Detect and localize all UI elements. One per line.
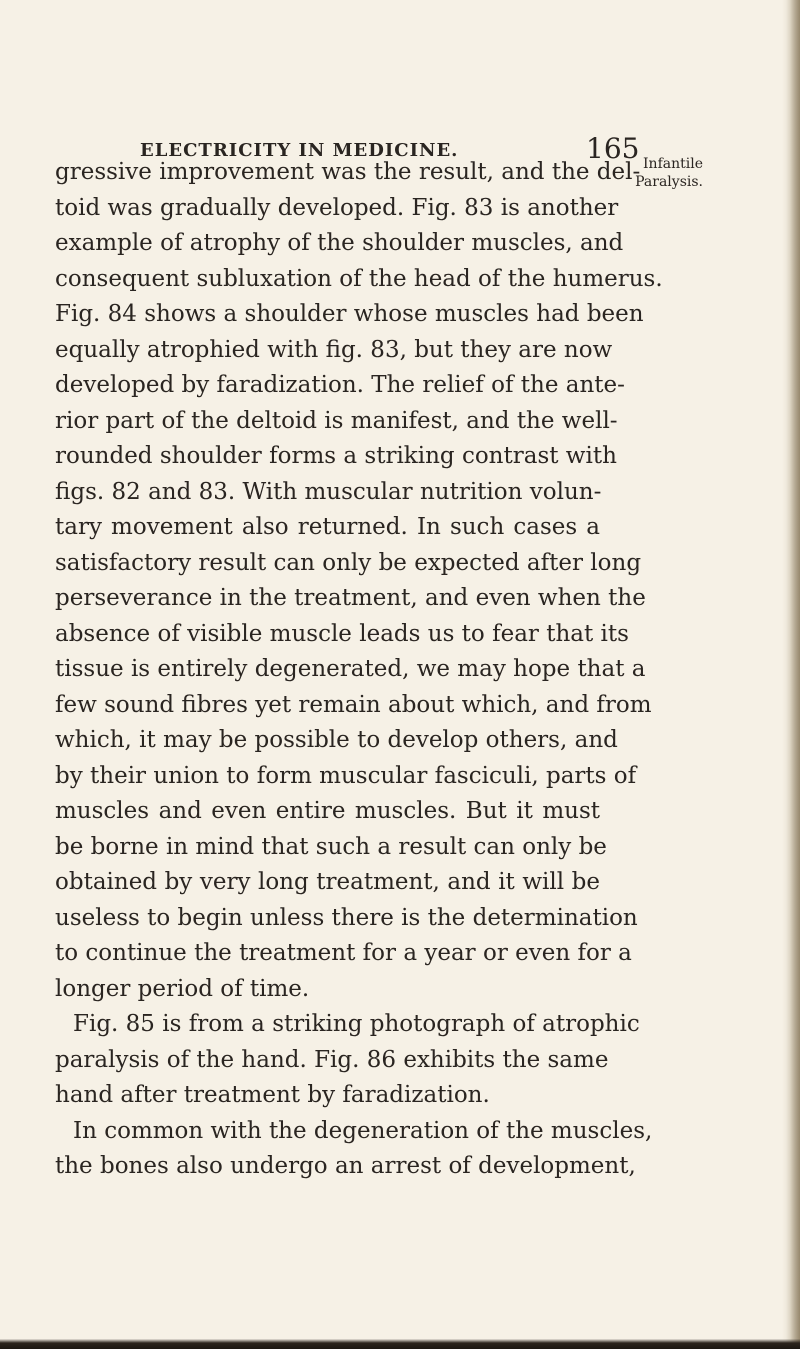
- text-line: developed by faradization. The relief of the ante-: [55, 372, 625, 398]
- text-line: muscles and even entire muscles. But it must: [55, 798, 600, 824]
- text-line: tissue is entirely degenerated, we may hope that a: [55, 656, 646, 682]
- text-line: to continue the treatment for a year or even for a: [55, 940, 632, 966]
- text-line: rior part of the deltoid is manifest, and the well-: [55, 407, 618, 434]
- text-line: useless to begin unless there is the determination: [55, 904, 638, 931]
- text-line: consequent subluxation of the head of the humerus.: [55, 265, 663, 292]
- text-line: example of atrophy of the shoulder muscles, and: [55, 230, 624, 256]
- text-line: figs. 82 and 83. With muscular nutrition volun-: [55, 478, 602, 505]
- text-line: paralysis of the hand. Fig. 86 exhibits the same: [55, 1046, 609, 1073]
- text-line: equally atrophied with fig. 83, but they are now: [55, 336, 613, 363]
- text-line: satisfactory result can only be expected after long: [55, 549, 642, 576]
- text-line: by their union to form muscular fasciculi, parts of: [55, 762, 637, 789]
- margin-note-line-2: Paralysis.: [635, 174, 703, 190]
- text-line: Fig. 85 is from a striking photograph of atrophic: [73, 1011, 640, 1037]
- text-line: perseverance in the treatment, and even when the: [55, 585, 646, 611]
- text-line: the bones also undergo an arrest of development,: [55, 1153, 636, 1179]
- text-line: Fig. 84 shows a shoulder whose muscles had been: [55, 301, 644, 327]
- text-line: In common with the degeneration of the muscles,: [73, 1117, 653, 1144]
- margin-note-line-1: Infantile: [643, 156, 703, 172]
- text-line: longer period of time.: [55, 975, 310, 1002]
- page-edge-shadow: [786, 0, 800, 1349]
- text-line: be borne in mind that such a result can only be: [55, 833, 607, 860]
- text-line: obtained by very long treatment, and it will be: [55, 869, 600, 895]
- page-bottom-edge: [0, 1339, 800, 1349]
- text-line: hand after treatment by faradization.: [55, 1082, 490, 1108]
- text-line: rounded shoulder forms a striking contrast with: [55, 443, 617, 469]
- text-line: absence of visible muscle leads us to fear that its: [55, 620, 629, 647]
- text-line: toid was gradually developed. Fig. 83 is another: [55, 194, 619, 221]
- text-line: gressive improvement was the result, and the del-: [55, 159, 641, 185]
- running-title: ELECTRICITY IN MEDICINE.: [140, 140, 459, 161]
- text-line: few sound fibres yet remain about which, and from: [55, 691, 652, 718]
- text-line: which, it may be possible to develop others, and: [55, 727, 618, 753]
- body-text: [55, 155, 663, 1185]
- page-number: 165: [586, 132, 640, 165]
- text-line: tary movement also returned. In such cases a: [55, 514, 600, 540]
